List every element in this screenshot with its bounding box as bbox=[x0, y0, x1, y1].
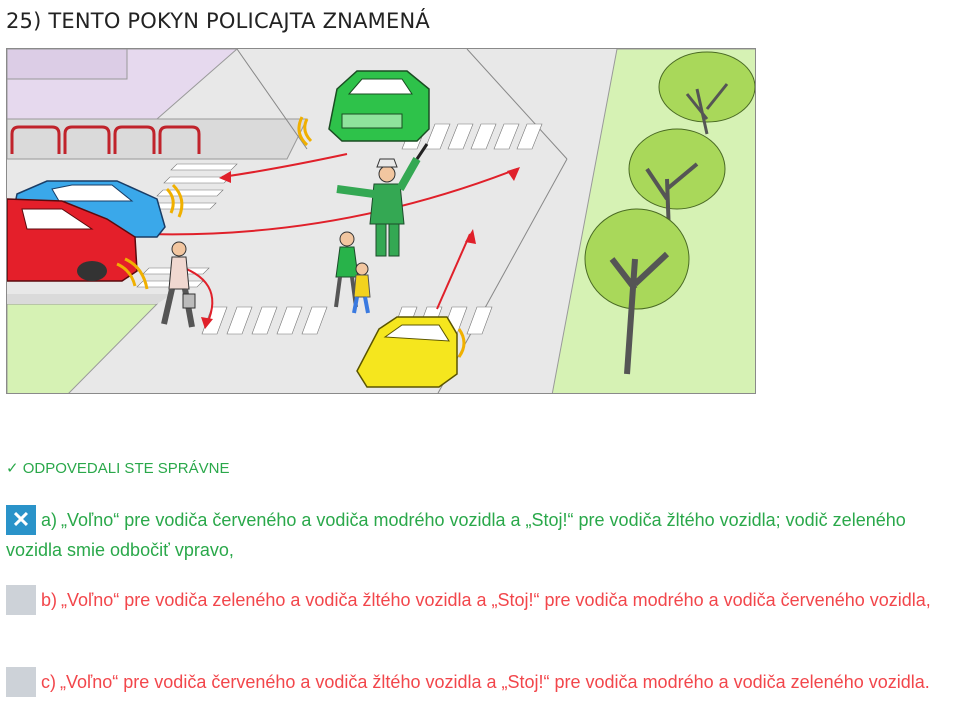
checkbox-checked-icon[interactable]: ✕ bbox=[6, 505, 36, 535]
checkbox-empty-icon[interactable] bbox=[6, 585, 36, 615]
result-message: ✓ ODPOVEDALI STE SPRÁVNE bbox=[6, 460, 230, 477]
answer-text: „Voľno“ pre vodiča zeleného a vodiča žltého vozidla a „Stoj!“ pre vodiča modrého a vodiča červeného vozidla, bbox=[61, 590, 931, 610]
answer-option-a[interactable] bbox=[6, 505, 946, 565]
building-roof bbox=[7, 49, 127, 79]
answer-option-c[interactable] bbox=[6, 667, 946, 697]
answer-label: c) bbox=[41, 672, 56, 692]
answer-text: „Voľno“ pre vodiča červeného a vodiča modrého vozidla a „Stoj!“ pre vodiča žltého vozidla; vodič zeleného vozidla smie odbočiť vpravo, bbox=[6, 510, 906, 560]
answer-label: b) bbox=[41, 590, 58, 610]
checkbox-empty-icon[interactable] bbox=[6, 667, 36, 697]
answer-option-b[interactable] bbox=[6, 585, 946, 615]
traffic-scene-svg bbox=[7, 49, 756, 394]
sidewalk-lower-left bbox=[7, 294, 172, 304]
question-title: 25) TENTO POKYN POLICAJTA ZNAMENÁ bbox=[6, 9, 430, 33]
answer-label: a) bbox=[41, 510, 58, 530]
sidewalk-upper-left bbox=[7, 119, 307, 159]
traffic-scene-illustration bbox=[6, 48, 756, 394]
answer-text: „Voľno“ pre vodiča červeného a vodiča žltého vozidla a „Stoj!“ pre vodiča modrého a vodiča zeleného vozidla. bbox=[60, 672, 930, 692]
